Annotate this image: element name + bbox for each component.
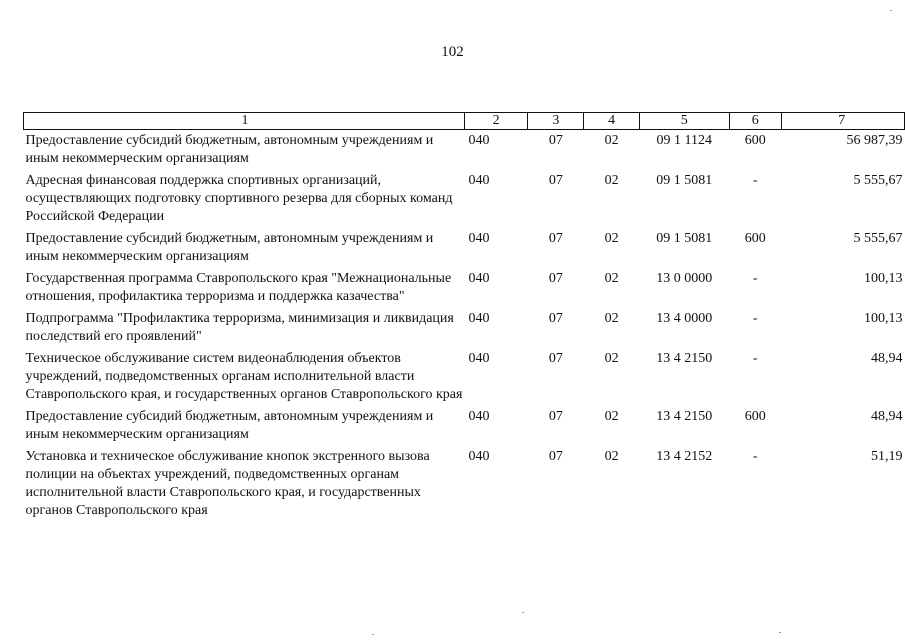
row-ministry-code: 040 [468,351,490,366]
row-subsection-code: 02 [604,449,619,464]
table-row [24,130,905,171]
table-row [24,170,905,228]
row-name: Предоставление субсидий бюджетным, автономным учреждениям и иным некоммерческим организациям [25,133,434,166]
table-row [24,228,905,268]
scan-speck [372,634,374,635]
row-section-code: 07 [548,173,563,188]
row-sum: 5 555,67 [853,231,903,246]
row-expense-type: 600 [744,409,766,424]
table-row [24,308,905,348]
row-target-code: 09 1 1124 [656,133,713,148]
row-expense-type: - [752,271,758,286]
row-section-code: 07 [548,449,563,464]
scan-speck [522,612,524,613]
row-subsection-code: 02 [604,173,619,188]
row-subsection-code: 02 [604,351,619,366]
row-name: Установка и техническое обслуживание кнопок экстренного вызова полиции на объектах учреждений, подведомственных органам исполнительной власти Ставропольского края, и государственных органов Ставропольского края [25,449,430,518]
row-name: Адресная финансовая поддержка спортивных организаций, осуществляющих подготовку спортивного резерва для сборных команд Российской Федерации [25,173,453,224]
row-target-code: 13 0 0000 [656,271,713,286]
row-expense-type: - [752,311,758,326]
header-row [24,113,905,130]
row-section-code: 07 [548,133,563,148]
row-expense-type: - [752,449,758,464]
row-section-code: 07 [548,231,563,246]
header-col-2: 2 [465,113,528,130]
header-col-4: 4 [584,113,639,130]
header-col-5: 5 [639,113,729,130]
row-sum: 48,94 [871,351,903,366]
budget-table [23,112,905,522]
scan-speck [890,10,892,11]
row-ministry-code: 040 [468,311,490,326]
row-ministry-code: 040 [468,133,490,148]
row-subsection-code: 02 [604,271,619,286]
row-name: Государственная программа Ставропольского края "Межнациональные отношения, профилактика терроризма и поддержка казачества" [25,271,452,304]
row-subsection-code: 02 [604,231,619,246]
row-ministry-code: 040 [468,271,490,286]
row-target-code: 13 4 0000 [656,311,713,326]
row-sum: 100,13 [864,311,903,326]
row-ministry-code: 040 [468,231,490,246]
row-sum: 100,13 [864,271,903,286]
row-target-code: 13 4 2152 [656,449,713,464]
page-number: 102 [441,44,464,60]
row-sum: 48,94 [871,409,903,424]
scan-speck [779,632,781,633]
header-col-1: 1 [24,113,465,130]
row-expense-type: 600 [744,133,766,148]
header-col-6: 6 [729,113,781,130]
row-name: Предоставление субсидий бюджетным, автономным учреждениям и иным некоммерческим организациям [25,409,434,442]
row-target-code: 13 4 2150 [656,409,713,424]
row-subsection-code: 02 [604,311,619,326]
row-sum: 56 987,39 [846,133,903,148]
table-header [24,113,905,130]
header-col-3: 3 [528,113,584,130]
row-sum: 5 555,67 [853,173,903,188]
row-subsection-code: 02 [604,133,619,148]
row-name: Предоставление субсидий бюджетным, автономным учреждениям и иным некоммерческим организациям [25,231,434,264]
table-row [24,446,905,522]
row-target-code: 13 4 2150 [656,351,713,366]
table-row [24,268,905,308]
table-row [24,348,905,406]
row-target-code: 09 1 5081 [656,173,713,188]
row-section-code: 07 [548,351,563,366]
row-name: Подпрограмма "Профилактика терроризма, минимизация и ликвидация последствий его проявлений" [25,311,454,344]
row-section-code: 07 [548,409,563,424]
row-expense-type: 600 [744,231,766,246]
table-body [24,130,905,523]
row-ministry-code: 040 [468,409,490,424]
row-expense-type: - [752,173,758,188]
row-ministry-code: 040 [468,173,490,188]
row-subsection-code: 02 [604,409,619,424]
row-target-code: 09 1 5081 [656,231,713,246]
row-expense-type: - [752,351,758,366]
row-name: Техническое обслуживание систем видеонаблюдения объектов учреждений, подведомственных органам исполнительной власти Ставропольского края, и государственных органов Ставропольского края [25,351,463,402]
row-section-code: 07 [548,271,563,286]
table-row [24,406,905,446]
header-col-7: 7 [781,113,904,130]
row-ministry-code: 040 [468,449,490,464]
row-section-code: 07 [548,311,563,326]
row-sum: 51,19 [871,449,903,464]
